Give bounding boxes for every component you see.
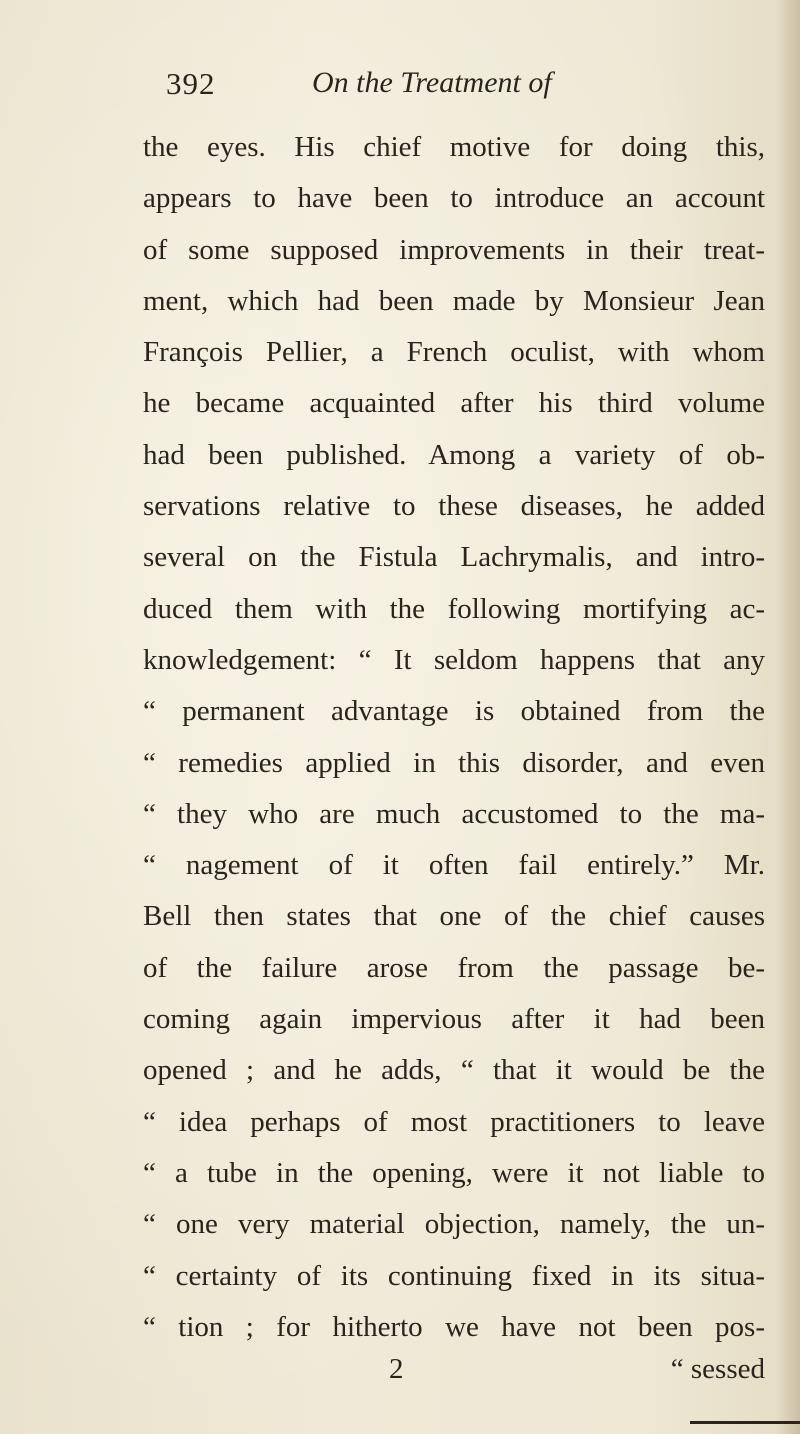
text-line: “ nagement of it often fail entirely.” Mr. [143, 849, 765, 882]
text-line: appears to have been to introduce an account [143, 182, 765, 215]
text-line: of some supposed improvements in their treat- [143, 233, 765, 266]
page-edge-shadow [776, 0, 800, 1434]
catchword: “ sessed [670, 1353, 765, 1386]
text-line: he became acquainted after his third volume [143, 387, 765, 420]
text-line: “ idea perhaps of most practitioners to leave [143, 1105, 765, 1138]
page-number: 392 [166, 66, 216, 101]
text-line: “ one very material objection, namely, the un- [143, 1208, 765, 1241]
text-line: knowledgement: “ It seldom happens that any [143, 643, 765, 676]
text-line: coming again impervious after it had been [143, 1003, 765, 1036]
text-line: “ tion ; for hitherto we have not been pos- [143, 1310, 765, 1343]
page-header [0, 66, 800, 114]
running-title: On the Treatment of [312, 66, 552, 99]
text-line: several on the Fistula Lachrymalis, and intro- [143, 541, 765, 574]
text-line: François Pellier, a French oculist, with whom [143, 336, 765, 369]
text-line: duced them with the following mortifying ac- [143, 592, 765, 625]
text-line: “ they who are much accustomed to the ma- [143, 797, 765, 830]
footer-catchline [143, 1353, 765, 1393]
text-line: opened ; and he adds, “ that it would be the [143, 1054, 765, 1087]
text-line: the eyes. His chief motive for doing this, [143, 131, 765, 163]
body-text [143, 122, 765, 1393]
text-line: servations relative to these diseases, he added [143, 490, 765, 523]
text-line: “ a tube in the opening, were it not liable to [143, 1156, 765, 1189]
text-line: “ permanent advantage is obtained from the [143, 695, 765, 728]
text-line: “ certainty of its continuing fixed in its situa- [143, 1259, 765, 1292]
signature-mark: 2 [389, 1353, 404, 1386]
text-line: “ remedies applied in this disorder, and even [143, 746, 765, 779]
text-line: Bell then states that one of the chief causes [143, 900, 765, 933]
bottom-edge-rule [690, 1421, 800, 1424]
text-line: ment, which had been made by Monsieur Jean [143, 284, 765, 317]
text-line: had been published. Among a variety of ob- [143, 438, 765, 471]
text-line: of the failure arose from the passage be- [143, 951, 765, 984]
